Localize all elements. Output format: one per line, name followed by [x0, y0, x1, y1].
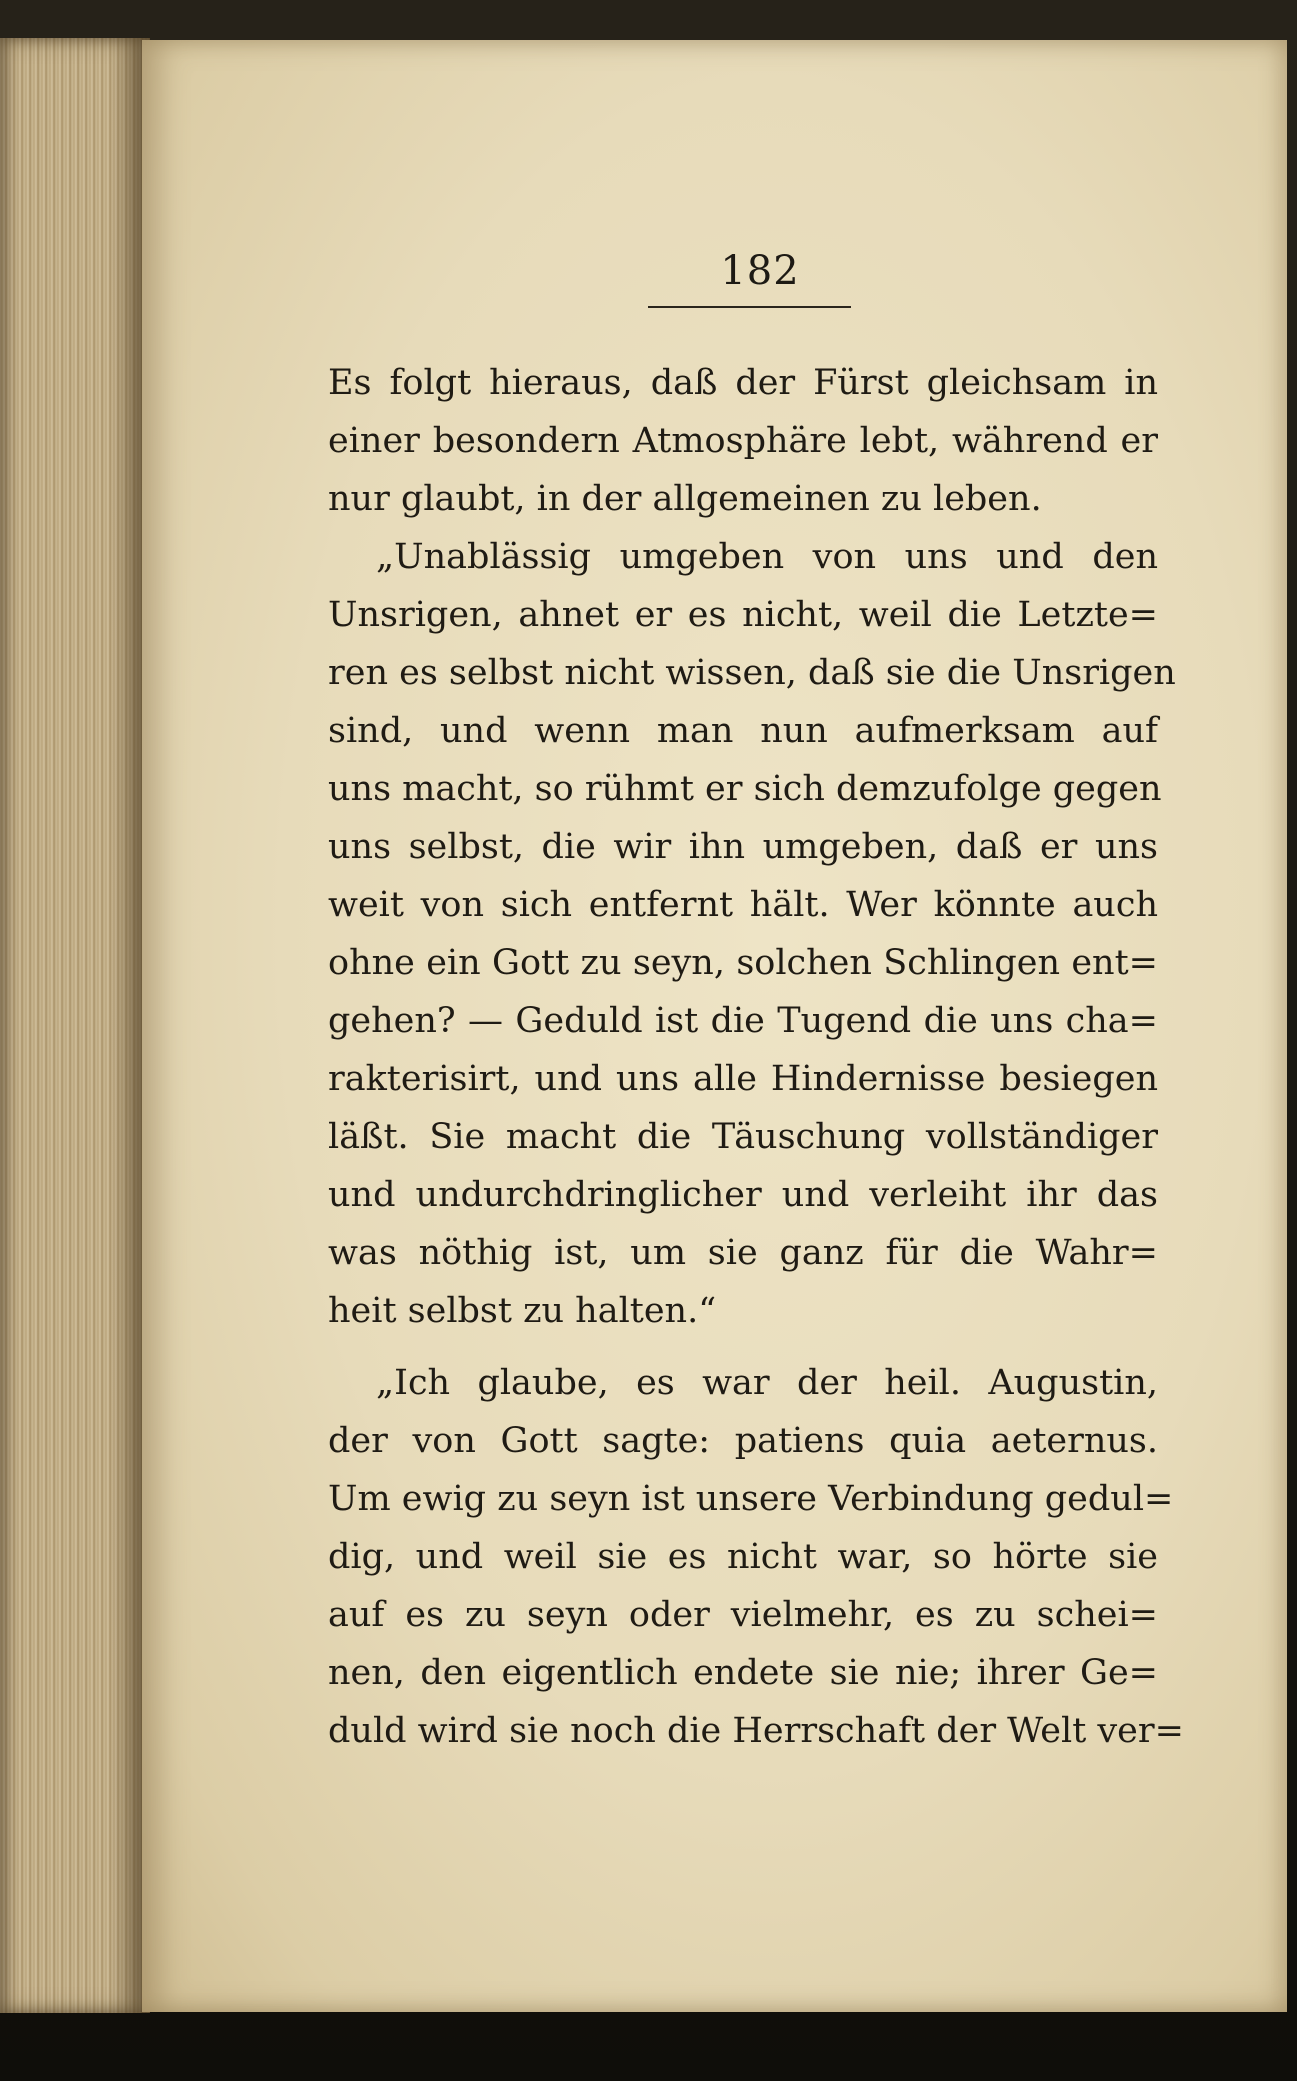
text-line: sind, und wenn man nun aufmerksam auf: [328, 711, 1158, 751]
text-line: und undurchdringlicher und verleiht ihr das: [328, 1175, 1158, 1215]
text-line: heit selbst zu halten.“: [328, 1291, 717, 1331]
text-line: duld wird sie noch die Herrschaft der Welt ver=: [328, 1711, 1184, 1751]
text-line: dig, und weil sie es nicht war, so hörte sie: [328, 1537, 1158, 1577]
text-line: Um ewig zu seyn ist unsere Verbindung gedul=: [328, 1479, 1174, 1519]
text-line: Es folgt hieraus, daß der Fürst gleichsam in: [328, 363, 1158, 403]
text-line: auf es zu seyn oder vielmehr, es zu schei=: [328, 1595, 1158, 1635]
text-line: „Unablässig umgeben von uns und den: [376, 537, 1158, 577]
text-line: „Ich glaube, es war der heil. Augustin,: [376, 1363, 1158, 1403]
text-line: weit von sich entfernt hält. Wer könnte auch: [328, 885, 1158, 925]
text-line: was nöthig ist, um sie ganz für die Wahr=: [328, 1233, 1158, 1273]
text-line: nen, den eigentlich endete sie nie; ihrer Ge=: [328, 1653, 1158, 1693]
text-line: nur glaubt, in der allgemeinen zu leben.: [328, 479, 1042, 519]
text-line: der von Gott sagte: patiens quia aeternus.: [328, 1421, 1158, 1461]
text-line: uns selbst, die wir ihn umgeben, daß er uns: [328, 827, 1158, 867]
text-line: läßt. Sie macht die Täuschung vollständiger: [328, 1117, 1158, 1157]
text-line: gehen? — Geduld ist die Tugend die uns cha=: [328, 1001, 1158, 1041]
text-line: ohne ein Gott zu seyn, solchen Schlingen ent=: [328, 943, 1158, 983]
text-line: einer besondern Atmosphäre lebt, während er: [328, 421, 1158, 461]
text-line: uns macht, so rühmt er sich demzufolge gegen: [328, 769, 1162, 809]
header-rule: [648, 306, 851, 308]
text-line: ren es selbst nicht wissen, daß sie die Unsrigen: [328, 653, 1176, 693]
text-line: rakterisirt, und uns alle Hindernisse besiegen: [328, 1059, 1158, 1099]
page-number: 182: [720, 248, 800, 294]
text-line: Unsrigen, ahnet er es nicht, weil die Letzte=: [328, 595, 1158, 635]
